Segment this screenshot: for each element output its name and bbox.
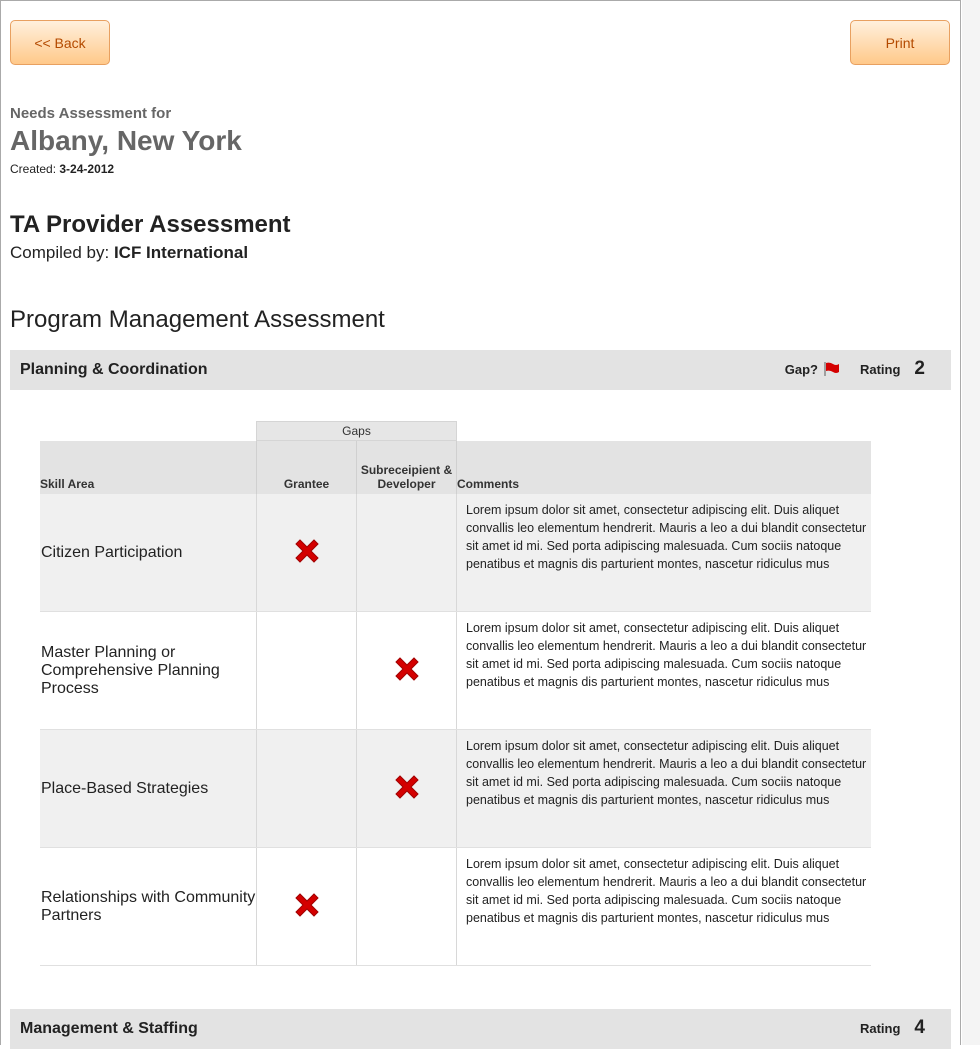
group-title: Planning & Coordination bbox=[20, 361, 208, 378]
scroll-gutter bbox=[962, 0, 980, 1045]
compiled-by bbox=[10, 243, 248, 263]
grantee-gap-cell bbox=[257, 494, 357, 612]
comment: Lorem ipsum dolor sit amet, consectetur adipiscing elit. Duis aliquet convallis leo elementum hendrerit. Mauris a leo a dui blandit consectetur sit amet id mi. Sed porta adipiscing malesuada. Cum sociis natoque penatibus et magnis dis parturient montes, nascetur ridiculus mus bbox=[457, 730, 872, 848]
table-row bbox=[40, 730, 871, 848]
print-button[interactable]: Print bbox=[850, 20, 950, 65]
comment: Lorem ipsum dolor sit amet, consectetur adipiscing elit. Duis aliquet convallis leo elementum hendrerit. Mauris a leo a dui blandit consectetur sit amet id mi. Sed porta adipiscing malesuada. Cum sociis natoque penatibus et magnis dis parturient montes, nascetur ridiculus mus bbox=[457, 494, 872, 612]
grantee-gap-cell bbox=[257, 612, 357, 730]
grantee-gap-cell bbox=[257, 848, 357, 966]
subrecipient-gap-cell bbox=[357, 612, 457, 730]
col-grantee: Grantee bbox=[257, 441, 357, 495]
gap-label: Gap? bbox=[784, 361, 818, 377]
rating-label: Rating bbox=[859, 1020, 901, 1036]
gap-x-icon bbox=[292, 890, 322, 920]
group-header-management bbox=[10, 1009, 951, 1049]
red-flag-icon bbox=[824, 362, 840, 376]
skill-area: Relationships with Community Partners bbox=[40, 848, 257, 966]
section-title: Program Management Assessment bbox=[10, 306, 385, 333]
subrecipient-gap-cell bbox=[357, 494, 457, 612]
subrecipient-gap-cell bbox=[357, 848, 457, 966]
compiled-value: ICF International bbox=[113, 243, 249, 262]
group-title: Management & Staffing bbox=[20, 1020, 198, 1037]
created-date bbox=[10, 162, 114, 176]
city-title: Albany, New York bbox=[10, 125, 242, 156]
skill-area: Citizen Participation bbox=[40, 494, 257, 612]
rating-label: Rating bbox=[859, 361, 901, 377]
col-subrecipient: Subreceipient & Developer bbox=[357, 441, 457, 495]
subrecipient-gap-cell bbox=[357, 730, 457, 848]
col-comments: Comments bbox=[457, 441, 872, 495]
col-skill-area: Skill Area bbox=[40, 441, 257, 495]
comment: Lorem ipsum dolor sit amet, consectetur adipiscing elit. Duis aliquet convallis leo elementum hendrerit. Mauris a leo a dui blandit consectetur sit amet id mi. Sed porta adipiscing malesuada. Cum sociis natoque penatibus et magnis dis parturient montes, nascetur ridiculus mus bbox=[457, 848, 872, 966]
needs-assessment-label: Needs Assessment for bbox=[10, 105, 172, 122]
compiled-label: Compiled by: bbox=[10, 243, 110, 262]
table-row bbox=[40, 612, 871, 730]
created-label: Created: bbox=[10, 162, 57, 176]
skill-area: Master Planning or Comprehensive Planning Process bbox=[40, 612, 257, 730]
grantee-gap-cell bbox=[257, 730, 357, 848]
gap-x-icon bbox=[292, 536, 322, 566]
table-row bbox=[40, 494, 871, 612]
rating-value: 2 bbox=[914, 358, 925, 379]
created-value: 3-24-2012 bbox=[59, 162, 115, 176]
skills-table bbox=[40, 421, 871, 966]
rating-value: 4 bbox=[914, 1017, 925, 1038]
table-row bbox=[40, 848, 871, 966]
provider-title: TA Provider Assessment bbox=[10, 211, 291, 238]
comment: Lorem ipsum dolor sit amet, consectetur adipiscing elit. Duis aliquet convallis leo elementum hendrerit. Mauris a leo a dui blandit consectetur sit amet id mi. Sed porta adipiscing malesuada. Cum sociis natoque penatibus et magnis dis parturient montes, nascetur ridiculus mus bbox=[457, 612, 872, 730]
skill-area: Place-Based Strategies bbox=[40, 730, 257, 848]
back-button[interactable]: << Back bbox=[10, 20, 110, 65]
gap-x-icon bbox=[392, 772, 422, 802]
gap-x-icon bbox=[392, 654, 422, 684]
group-header-planning bbox=[10, 350, 951, 390]
gaps-header: Gaps bbox=[257, 422, 457, 441]
